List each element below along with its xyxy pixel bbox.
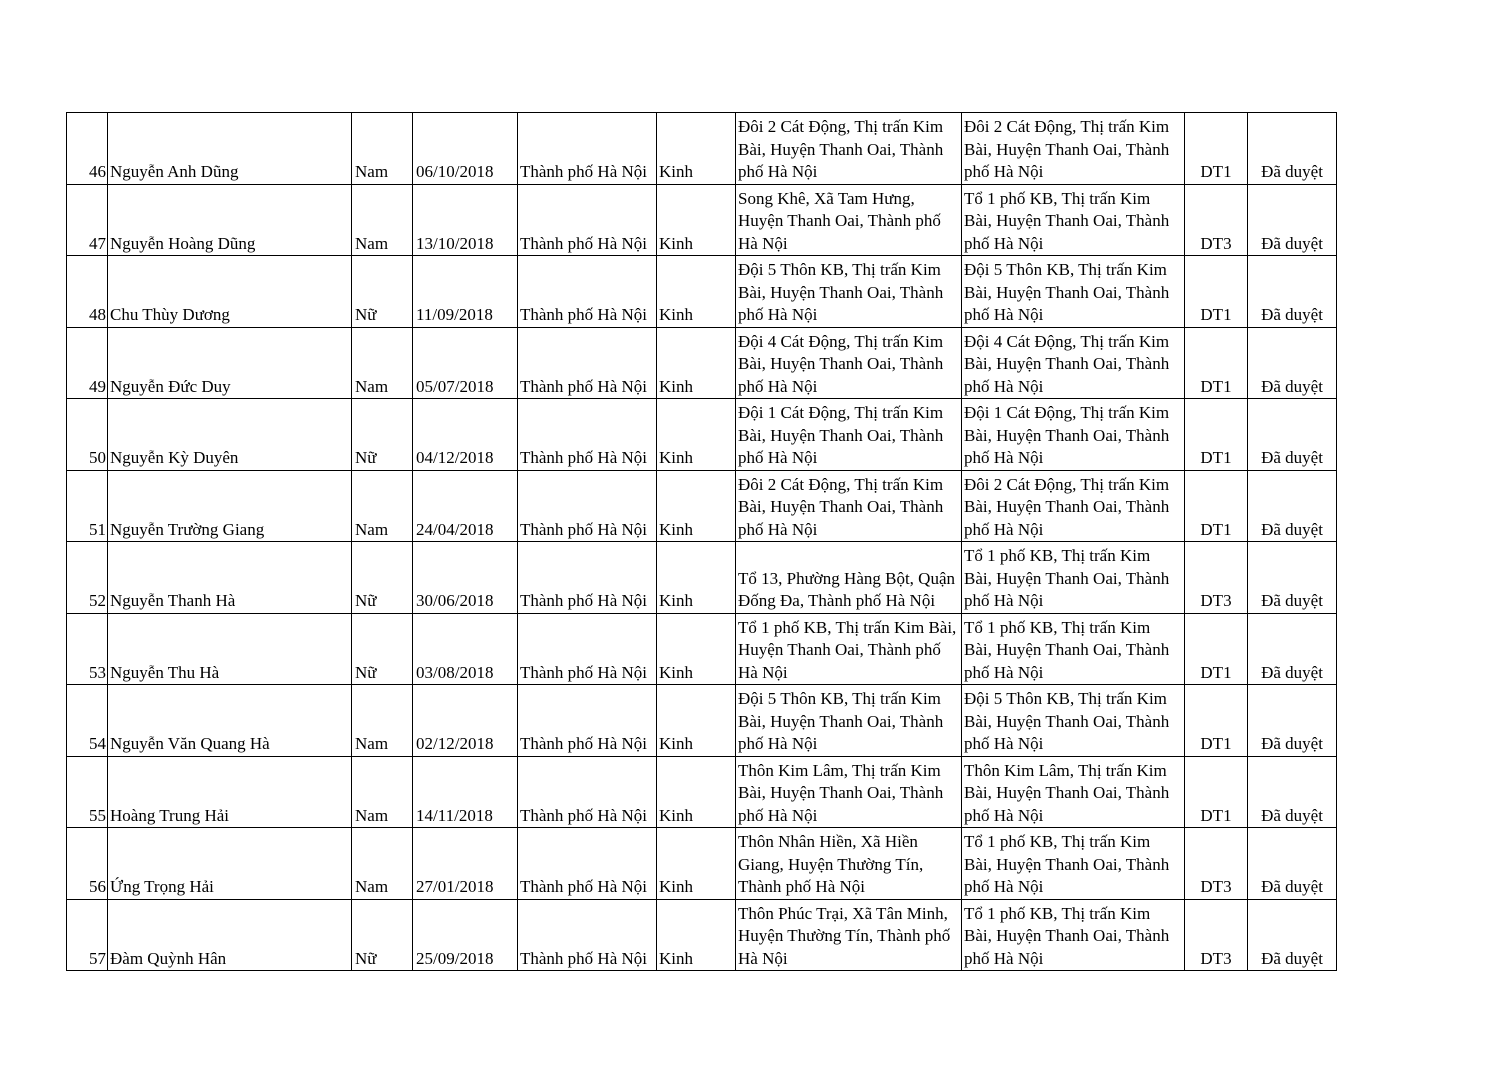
residence-address-cell: Đội 4 Cát Động, Thị trấn Kim Bài, Huyện Thanh Oai, Thành phố Hà Nội	[962, 327, 1185, 399]
birthplace-cell: Thành phố Hà Nội	[518, 685, 657, 757]
table-row	[67, 113, 1337, 185]
birth-date-cell: 06/10/2018	[413, 113, 518, 185]
status-cell: Đã duyệt	[1248, 828, 1337, 900]
full-name-cell: Nguyễn Hoàng Dũng	[108, 184, 352, 256]
enrollment-type-cell: DT3	[1185, 184, 1248, 256]
ethnicity-cell: Kinh	[657, 256, 736, 328]
gender-cell: Nữ	[352, 542, 413, 614]
enrollment-type-cell: DT3	[1185, 899, 1248, 971]
hometown-address-cell: Tổ 13, Phường Hàng Bột, Quận Đống Đa, Thành phố Hà Nội	[736, 542, 962, 614]
status-cell: Đã duyệt	[1248, 327, 1337, 399]
status-cell: Đã duyệt	[1248, 756, 1337, 828]
birth-date-cell: 11/09/2018	[413, 256, 518, 328]
hometown-address-cell: Tổ 1 phố KB, Thị trấn Kim Bài, Huyện Thanh Oai, Thành phố Hà Nội	[736, 613, 962, 685]
gender-cell: Nam	[352, 113, 413, 185]
status-cell: Đã duyệt	[1248, 184, 1337, 256]
gender-cell: Nam	[352, 470, 413, 542]
gender-cell: Nam	[352, 327, 413, 399]
birth-date-cell: 05/07/2018	[413, 327, 518, 399]
row-number: 46	[67, 113, 108, 185]
enrollment-type-cell: DT3	[1185, 828, 1248, 900]
status-cell: Đã duyệt	[1248, 470, 1337, 542]
residence-address-cell: Tổ 1 phố KB, Thị trấn Kim Bài, Huyện Thanh Oai, Thành phố Hà Nội	[962, 828, 1185, 900]
hometown-address-cell: Đôi 2 Cát Động, Thị trấn Kim Bài, Huyện Thanh Oai, Thành phố Hà Nội	[736, 470, 962, 542]
gender-cell: Nam	[352, 184, 413, 256]
ethnicity-cell: Kinh	[657, 756, 736, 828]
residence-address-cell: Đội 5 Thôn KB, Thị trấn Kim Bài, Huyện Thanh Oai, Thành phố Hà Nội	[962, 685, 1185, 757]
birth-date-cell: 02/12/2018	[413, 685, 518, 757]
residence-address-cell: Tổ 1 phố KB, Thị trấn Kim Bài, Huyện Thanh Oai, Thành phố Hà Nội	[962, 184, 1185, 256]
birth-date-cell: 25/09/2018	[413, 899, 518, 971]
gender-cell: Nam	[352, 756, 413, 828]
row-number: 56	[67, 828, 108, 900]
row-number: 55	[67, 756, 108, 828]
table-row	[67, 899, 1337, 971]
full-name-cell: Đàm Quỳnh Hân	[108, 899, 352, 971]
status-cell: Đã duyệt	[1248, 113, 1337, 185]
full-name-cell: Nguyễn Trường Giang	[108, 470, 352, 542]
ethnicity-cell: Kinh	[657, 327, 736, 399]
residence-address-cell: Đội 5 Thôn KB, Thị trấn Kim Bài, Huyện Thanh Oai, Thành phố Hà Nội	[962, 256, 1185, 328]
birthplace-cell: Thành phố Hà Nội	[518, 899, 657, 971]
row-number: 54	[67, 685, 108, 757]
birth-date-cell: 24/04/2018	[413, 470, 518, 542]
gender-cell: Nam	[352, 685, 413, 757]
full-name-cell: Chu Thùy Dương	[108, 256, 352, 328]
row-number: 50	[67, 399, 108, 471]
birthplace-cell: Thành phố Hà Nội	[518, 184, 657, 256]
enrollment-type-cell: DT1	[1185, 256, 1248, 328]
residence-address-cell: Thôn Kim Lâm, Thị trấn Kim Bài, Huyện Thanh Oai, Thành phố Hà Nội	[962, 756, 1185, 828]
birthplace-cell: Thành phố Hà Nội	[518, 470, 657, 542]
full-name-cell: Nguyễn Thu Hà	[108, 613, 352, 685]
residence-address-cell: Tổ 1 phố KB, Thị trấn Kim Bài, Huyện Thanh Oai, Thành phố Hà Nội	[962, 899, 1185, 971]
residence-address-cell: Đôi 2 Cát Động, Thị trấn Kim Bài, Huyện Thanh Oai, Thành phố Hà Nội	[962, 470, 1185, 542]
table-row	[67, 685, 1337, 757]
birthplace-cell: Thành phố Hà Nội	[518, 327, 657, 399]
full-name-cell: Nguyễn Kỳ Duyên	[108, 399, 352, 471]
row-number: 53	[67, 613, 108, 685]
row-number: 49	[67, 327, 108, 399]
row-number: 51	[67, 470, 108, 542]
hometown-address-cell: Đôi 2 Cát Động, Thị trấn Kim Bài, Huyện Thanh Oai, Thành phố Hà Nội	[736, 113, 962, 185]
row-number: 48	[67, 256, 108, 328]
enrollment-type-cell: DT1	[1185, 685, 1248, 757]
birthplace-cell: Thành phố Hà Nội	[518, 113, 657, 185]
birthplace-cell: Thành phố Hà Nội	[518, 399, 657, 471]
hometown-address-cell: Thôn Kim Lâm, Thị trấn Kim Bài, Huyện Thanh Oai, Thành phố Hà Nội	[736, 756, 962, 828]
table-row	[67, 828, 1337, 900]
birth-date-cell: 27/01/2018	[413, 828, 518, 900]
birthplace-cell: Thành phố Hà Nội	[518, 256, 657, 328]
birthplace-cell: Thành phố Hà Nội	[518, 542, 657, 614]
full-name-cell: Hoàng Trung Hải	[108, 756, 352, 828]
row-number: 57	[67, 899, 108, 971]
enrollment-type-cell: DT3	[1185, 542, 1248, 614]
table-row	[67, 327, 1337, 399]
birth-date-cell: 04/12/2018	[413, 399, 518, 471]
hometown-address-cell: Thôn Phúc Trại, Xã Tân Minh, Huyện Thường Tín, Thành phố Hà Nội	[736, 899, 962, 971]
enrollment-type-cell: DT1	[1185, 327, 1248, 399]
birth-date-cell: 14/11/2018	[413, 756, 518, 828]
table-row	[67, 399, 1337, 471]
hometown-address-cell: Thôn Nhân Hiền, Xã Hiền Giang, Huyện Thường Tín, Thành phố Hà Nội	[736, 828, 962, 900]
status-cell: Đã duyệt	[1248, 899, 1337, 971]
full-name-cell: Ứng Trọng Hải	[108, 828, 352, 900]
enrollment-type-cell: DT1	[1185, 756, 1248, 828]
birthplace-cell: Thành phố Hà Nội	[518, 756, 657, 828]
ethnicity-cell: Kinh	[657, 470, 736, 542]
status-cell: Đã duyệt	[1248, 399, 1337, 471]
birth-date-cell: 30/06/2018	[413, 542, 518, 614]
residence-address-cell: Tổ 1 phố KB, Thị trấn Kim Bài, Huyện Thanh Oai, Thành phố Hà Nội	[962, 613, 1185, 685]
birthplace-cell: Thành phố Hà Nội	[518, 828, 657, 900]
birth-date-cell: 03/08/2018	[413, 613, 518, 685]
gender-cell: Nữ	[352, 899, 413, 971]
enrollment-type-cell: DT1	[1185, 470, 1248, 542]
status-cell: Đã duyệt	[1248, 542, 1337, 614]
birthplace-cell: Thành phố Hà Nội	[518, 613, 657, 685]
table-row	[67, 470, 1337, 542]
table-row	[67, 184, 1337, 256]
gender-cell: Nữ	[352, 399, 413, 471]
ethnicity-cell: Kinh	[657, 613, 736, 685]
ethnicity-cell: Kinh	[657, 184, 736, 256]
table-row	[67, 613, 1337, 685]
hometown-address-cell: Đội 5 Thôn KB, Thị trấn Kim Bài, Huyện Thanh Oai, Thành phố Hà Nội	[736, 685, 962, 757]
table-row	[67, 542, 1337, 614]
gender-cell: Nữ	[352, 256, 413, 328]
full-name-cell: Nguyễn Văn Quang Hà	[108, 685, 352, 757]
row-number: 52	[67, 542, 108, 614]
ethnicity-cell: Kinh	[657, 399, 736, 471]
status-cell: Đã duyệt	[1248, 685, 1337, 757]
full-name-cell: Nguyễn Đức Duy	[108, 327, 352, 399]
birth-date-cell: 13/10/2018	[413, 184, 518, 256]
residence-address-cell: Đội 1 Cát Động, Thị trấn Kim Bài, Huyện Thanh Oai, Thành phố Hà Nội	[962, 399, 1185, 471]
full-name-cell: Nguyễn Anh Dũng	[108, 113, 352, 185]
enrollment-type-cell: DT1	[1185, 613, 1248, 685]
full-name-cell: Nguyễn Thanh Hà	[108, 542, 352, 614]
ethnicity-cell: Kinh	[657, 828, 736, 900]
hometown-address-cell: Đội 4 Cát Động, Thị trấn Kim Bài, Huyện Thanh Oai, Thành phố Hà Nội	[736, 327, 962, 399]
table-row	[67, 256, 1337, 328]
ethnicity-cell: Kinh	[657, 542, 736, 614]
ethnicity-cell: Kinh	[657, 113, 736, 185]
table-row	[67, 756, 1337, 828]
row-number: 47	[67, 184, 108, 256]
ethnicity-cell: Kinh	[657, 899, 736, 971]
gender-cell: Nữ	[352, 613, 413, 685]
records-body	[67, 113, 1337, 971]
enrollment-type-cell: DT1	[1185, 113, 1248, 185]
hometown-address-cell: Đội 1 Cát Động, Thị trấn Kim Bài, Huyện Thanh Oai, Thành phố Hà Nội	[736, 399, 962, 471]
ethnicity-cell: Kinh	[657, 685, 736, 757]
student-records-table	[66, 112, 1337, 971]
gender-cell: Nam	[352, 828, 413, 900]
status-cell: Đã duyệt	[1248, 256, 1337, 328]
hometown-address-cell: Song Khê, Xã Tam Hưng, Huyện Thanh Oai, Thành phố Hà Nội	[736, 184, 962, 256]
enrollment-type-cell: DT1	[1185, 399, 1248, 471]
residence-address-cell: Tổ 1 phố KB, Thị trấn Kim Bài, Huyện Thanh Oai, Thành phố Hà Nội	[962, 542, 1185, 614]
status-cell: Đã duyệt	[1248, 613, 1337, 685]
hometown-address-cell: Đội 5 Thôn KB, Thị trấn Kim Bài, Huyện Thanh Oai, Thành phố Hà Nội	[736, 256, 962, 328]
residence-address-cell: Đôi 2 Cát Động, Thị trấn Kim Bài, Huyện Thanh Oai, Thành phố Hà Nội	[962, 113, 1185, 185]
